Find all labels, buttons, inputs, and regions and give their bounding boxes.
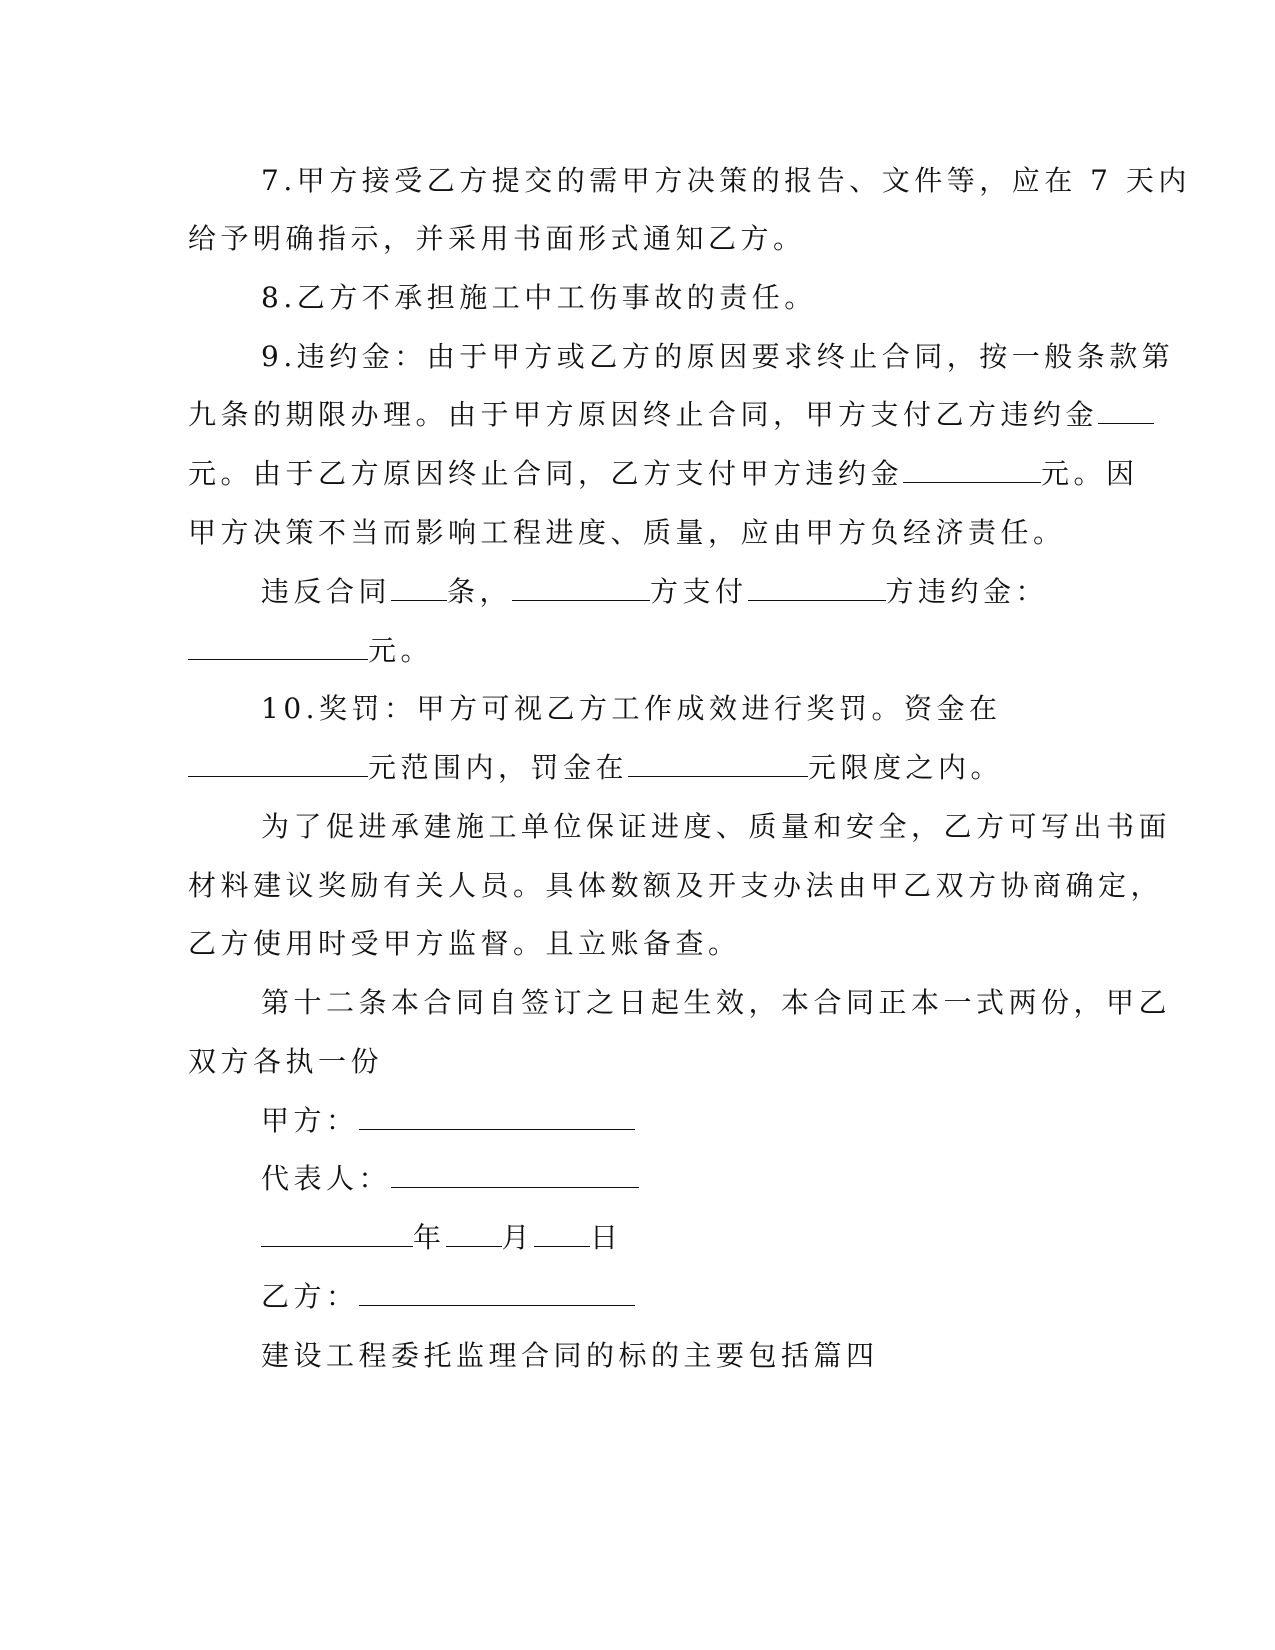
representative-label: 代表人：	[261, 1162, 392, 1195]
article-12-line-2: 双方各执一份	[188, 1045, 384, 1078]
paragraph-9-line-1: 9.违约金：由于甲方或乙方的原因要求终止合同，按一般条款第	[261, 340, 1175, 373]
fill-blank	[512, 574, 650, 601]
text-segment: 元限度之内。	[808, 751, 1004, 784]
party-b-label: 乙方：	[261, 1280, 359, 1313]
fill-blank	[446, 1220, 502, 1247]
year-label: 年	[413, 1221, 446, 1254]
fill-blank	[188, 750, 368, 777]
violation-line-2	[188, 633, 433, 669]
paragraph-10-line-2	[188, 750, 1003, 786]
party-a-label: 甲方：	[261, 1104, 359, 1137]
paragraph-7-line-1: 7.甲方接受乙方提交的需甲方决策的报告、文件等，应在 7 天内	[261, 164, 1191, 197]
fill-blank	[903, 456, 1041, 483]
text-segment: 九条的期限办理。由于甲方原因终止合同，甲方支付乙方违约金	[188, 398, 1099, 431]
text-segment: 元。	[368, 634, 434, 667]
representative-signature-line	[261, 1161, 639, 1197]
fill-blank	[391, 1161, 639, 1188]
text-segment: 条，	[447, 575, 513, 608]
paragraph-11-line-1: 为了促进承建施工单位保证进度、质量和安全，乙方可写出书面	[261, 810, 1172, 843]
party-a-signature-line	[261, 1103, 635, 1139]
text-segment: 方支付	[650, 575, 748, 608]
fill-blank	[188, 633, 368, 660]
paragraph-11-line-2: 材料建议奖励有关人员。具体数额及开支办法由甲乙双方协商确定，	[188, 869, 1164, 902]
text-segment: 方违约金：	[885, 575, 1049, 608]
day-label: 日	[590, 1221, 623, 1254]
paragraph-11-line-3: 乙方使用时受甲方监督。且立账备查。	[188, 927, 741, 960]
fill-blank	[748, 574, 886, 601]
article-12-line-1: 第十二条本合同自签订之日起生效，本合同正本一式两份，甲乙	[261, 986, 1172, 1019]
text-segment: 元范围内，罚金在	[368, 751, 629, 784]
paragraph-8: 8.乙方不承担施工中工伤事故的责任。	[261, 281, 817, 314]
paragraph-9-line-3	[188, 456, 1139, 492]
text-segment: 违反合同	[261, 575, 392, 608]
party-b-signature-line	[261, 1279, 635, 1315]
fill-blank	[359, 1279, 635, 1306]
paragraph-9-line-4: 甲方决策不当而影响工程进度、质量，应由甲方负经济责任。	[188, 516, 1066, 549]
paragraph-7-line-2: 给予明确指示，并采用书面形式通知乙方。	[188, 222, 806, 255]
paragraph-9-line-2	[188, 397, 1154, 433]
fill-blank	[1098, 397, 1154, 424]
text-segment: 元。由于乙方原因终止合同，乙方支付甲方违约金	[188, 457, 904, 490]
violation-line-1	[261, 574, 1048, 610]
fill-blank	[628, 750, 808, 777]
section-heading: 建设工程委托监理合同的标的主要包括篇四	[261, 1339, 879, 1372]
fill-blank	[359, 1103, 635, 1130]
fill-blank	[534, 1220, 590, 1247]
date-line	[261, 1220, 623, 1256]
month-label: 月	[501, 1221, 535, 1254]
fill-blank	[261, 1220, 413, 1247]
text-segment: 元。因	[1041, 457, 1139, 490]
paragraph-10-line-1: 10.奖罚：甲方可视乙方工作成效进行奖罚。资金在	[261, 692, 1002, 725]
fill-blank	[391, 574, 447, 601]
